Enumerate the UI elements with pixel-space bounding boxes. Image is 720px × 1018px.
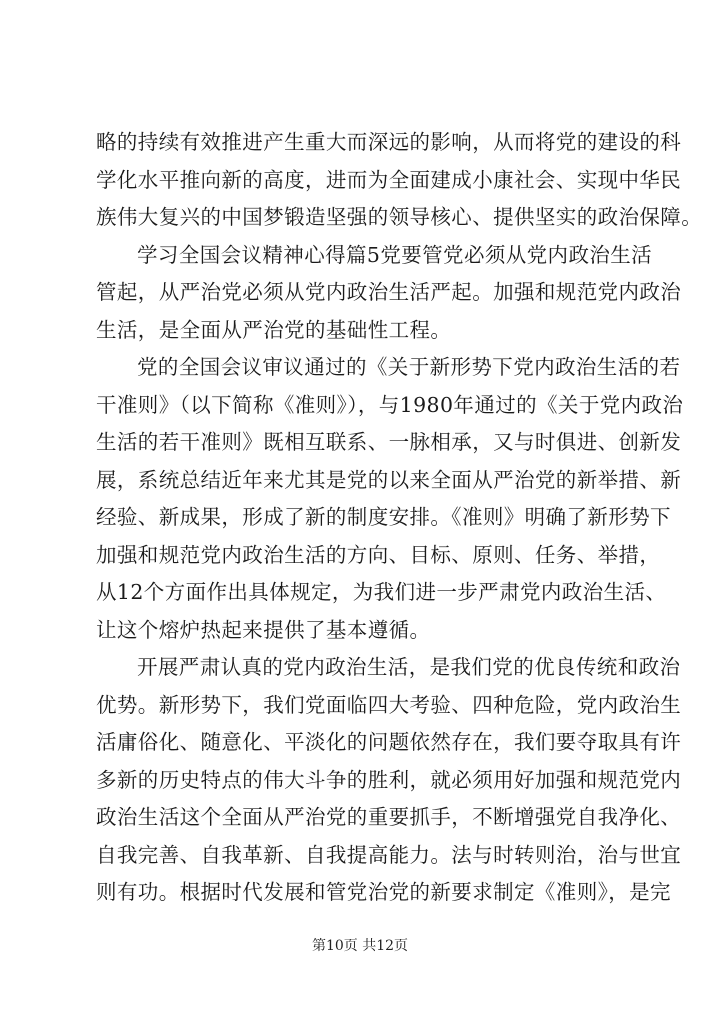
text-line: 生活的若干准则》既相互联系、一脉相承，又与时俱进、创新发 xyxy=(96,430,682,454)
text-line: 优势。新形势下，我们党面临四大考验、四种危险，党内政治生 xyxy=(96,692,682,717)
text-line: 干准则》（以下简称《准则》），与1980年通过的《关于党内政治 xyxy=(96,392,684,417)
text-line: 经验、新成果，形成了新的制度安排。《准则》明确了新形势下 xyxy=(96,505,671,529)
text-line: 略的持续有效推进产生重大而深远的影响，从而将党的建设的科 xyxy=(96,130,682,154)
text-line: 展，系统总结近年来尤其是党的以来全面从严治党的新举措、新 xyxy=(96,467,682,492)
text-line: 自我完善、自我革新、自我提高能力。法与时转则治，治与世宜 xyxy=(96,842,682,867)
text-line: 族伟大复兴的中国梦锻造坚强的领导核心、提供坚实的政治保障。 xyxy=(96,205,703,229)
text-line: 活庸俗化、随意化、平淡化的问题依然存在，我们要夺取具有许 xyxy=(96,730,682,754)
text-line: 让这个熔炉热起来提供了基本遵循。 xyxy=(96,617,431,642)
text-line: 党的全国会议审议通过的《关于新形势下党内政治生活的若 xyxy=(137,355,681,379)
text-line: 学化水平推向新的高度，进而为全面建成小康社会、实现中华民 xyxy=(96,167,682,192)
text-line: 管起，从严治党必须从党内政治生活严起。加强和规范党内政治 xyxy=(96,280,682,304)
text-line: 政治生活这个全面从严治党的重要抓手，不断增强党自我净化、 xyxy=(96,805,682,829)
text-line: 则有功。根据时代发展和管党治党的新要求制定《准则》，是完 xyxy=(96,880,671,904)
text-line: 生活，是全面从严治党的基础性工程。 xyxy=(96,317,452,342)
text-line: 学习全国会议精神心得篇5党要管党必须从党内政治生活 xyxy=(137,242,653,267)
text-line: 多新的历史特点的伟大斗争的胜利，就必须用好加强和规范党内 xyxy=(96,767,682,792)
page-number-label: 第10页 共12页 xyxy=(311,938,409,954)
text-line: 从12个方面作出具体规定，为我们进一步严肃党内政治生活、 xyxy=(96,580,667,604)
body-text xyxy=(96,124,703,912)
text-line: 加强和规范党内政治生活的方向、目标、原则、任务、举措， xyxy=(96,542,661,567)
text-line: 开展严肃认真的党内政治生活，是我们党的优良传统和政治 xyxy=(137,655,681,679)
page-footer xyxy=(0,937,720,955)
